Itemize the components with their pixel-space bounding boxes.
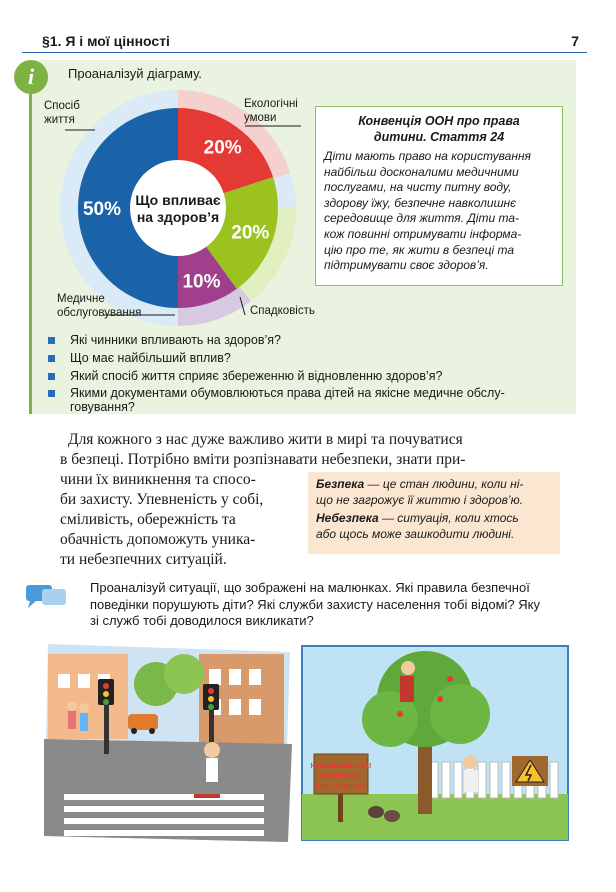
question-text: Який спосіб життя сприяє збереженню й відновленню здоров’я? — [70, 369, 443, 383]
label-lifestyle — [44, 99, 80, 127]
convention-title-2: дитини. Стаття 24 — [373, 130, 505, 144]
bullet-square-icon — [48, 373, 55, 380]
label-medical — [57, 292, 141, 320]
main-text-line: чини їх виникнення та спосо- — [60, 471, 256, 488]
main-text-line: би захисту. Упевненість у собі, — [60, 491, 264, 508]
convention-line: найбільш досконалими медичними — [324, 164, 519, 179]
discussion-icon — [24, 583, 68, 609]
task2-line: поведінки порушують діти? Які служби захисту населення тобі відомі? Яку — [90, 596, 540, 612]
question-text: Які чинники впливають на здоров’я? — [70, 333, 281, 347]
slice-value-label: 50% — [82, 199, 122, 220]
main-text-line: в безпеці. Потрібно вміти розпізнавати небезпеки, знати при- — [60, 451, 466, 468]
definition-text: — це стан людини, коли ні- — [364, 477, 524, 491]
term-safety: Безпека — [316, 477, 365, 491]
page-number: 7 — [571, 33, 579, 49]
label-lifestyle-2: життя — [44, 114, 75, 126]
convention-line: цію про те, як жити в безпеці та — [324, 242, 514, 257]
definition-text: що не загрожує її життю і здоров’ю. — [316, 493, 523, 507]
label-lifestyle-1: Спосіб — [44, 100, 80, 112]
label-medical-2: обслуговування — [57, 307, 142, 319]
task2-line: зі служб тобі доводилося викликати? — [90, 613, 314, 628]
diagram-task: Проаналізуй діаграму. — [68, 66, 202, 81]
label-environment-1: Екологічні — [244, 98, 298, 110]
slice-value-label: 20% — [231, 222, 270, 244]
label-medical-1: Медичне — [57, 293, 105, 305]
definition-safety — [316, 476, 552, 492]
main-text-line: сміливість, обережність та — [60, 511, 236, 528]
convention-line: кож повинні отримувати інформа- — [324, 226, 522, 241]
convention-line: послугами, на чисту питну воду, — [324, 180, 512, 195]
road — [44, 739, 292, 842]
slice-value-label: 10% — [182, 271, 221, 293]
bullet-square-icon — [48, 390, 55, 397]
boy-in-tree — [401, 661, 415, 675]
term-danger: Небезпека — [316, 511, 379, 525]
definition-danger — [316, 510, 552, 526]
sign-text-3: Вхід заборонено! — [315, 784, 367, 790]
bullet-square-icon — [48, 337, 55, 344]
chicken — [368, 806, 384, 818]
convention-title-1: Конвенція ООН про права — [358, 114, 520, 128]
danger-zone-illustration — [300, 644, 570, 844]
task2-line: Проаналізуй ситуації, що зображені на малюнках. Які правила безпечної — [90, 580, 530, 595]
convention-line: Діти мають право на користування — [324, 149, 531, 163]
main-text-line: обачність допоможуть уника- — [60, 531, 256, 548]
convention-title — [324, 113, 554, 145]
sign-text-1: Небезпечна зона! — [310, 763, 372, 770]
question-text: Що має найбільший вплив? — [70, 351, 231, 365]
center-label-2: на здоров’я — [136, 209, 220, 225]
definition-text: або щось може зашкодити людині. — [316, 527, 515, 541]
label-environment — [244, 97, 298, 125]
info-marker-line — [29, 94, 32, 414]
slice-value-label: 20% — [203, 137, 242, 159]
bullet-square-icon — [48, 355, 55, 362]
question-text: Якими документами обумовлюються права дітей на якісне медичне обслу- — [70, 386, 505, 400]
page-header — [22, 28, 587, 53]
question-text: говування? — [70, 400, 135, 414]
chart-center — [130, 160, 226, 256]
convention-text — [324, 149, 554, 274]
convention-line: здорову їжу, безпечне навколишнє — [324, 195, 517, 210]
convention-box — [315, 106, 563, 286]
street-crossing-illustration — [44, 644, 292, 844]
main-text-line: Для кожного з нас дуже важливо жити в мирі та почуватися — [68, 431, 463, 448]
convention-line: підтримувати своє здоров’я. — [324, 258, 489, 273]
sign-text-2: Від’єднавши – — [315, 773, 367, 780]
info-icon: i — [14, 60, 48, 94]
convention-line: середовище для життя. Діти та- — [324, 211, 520, 226]
definitions-box — [308, 472, 560, 554]
section-title: §1. Я і мої цінності — [42, 33, 170, 49]
center-label-1: Що впливає — [135, 192, 221, 208]
situations-task — [90, 580, 580, 630]
definition-text: — ситуація, коли хтось — [378, 511, 519, 525]
label-heredity: Спадковість — [250, 305, 315, 317]
child-on-skateboard — [204, 742, 220, 758]
main-text-line: ти небезпечних ситуацій. — [60, 551, 227, 568]
running-boy — [463, 755, 477, 769]
label-environment-2: умови — [244, 112, 277, 124]
car — [128, 714, 158, 730]
